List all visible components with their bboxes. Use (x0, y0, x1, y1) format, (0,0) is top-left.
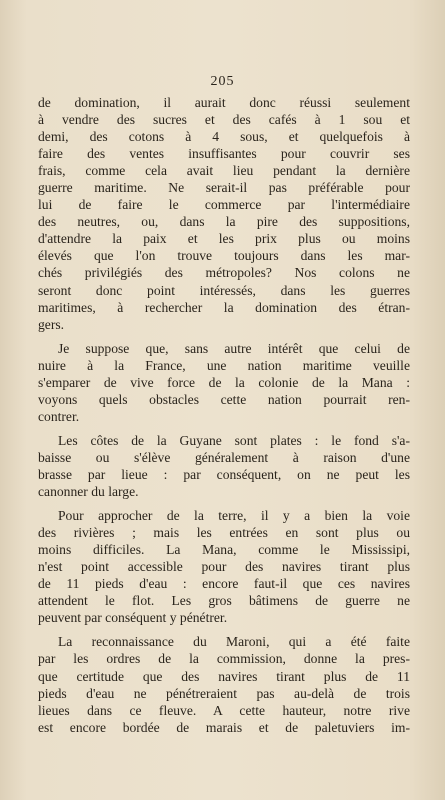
text-line: maritimes, à rechercher la domination des étran- (38, 299, 410, 315)
text-line: est encore bordée de marais et de paletuviers im- (38, 719, 410, 735)
text-line: gers. (38, 316, 65, 332)
text-line: que certitude que des navires tirant plus de 11 (38, 668, 410, 684)
text-line: lui de faire le commerce par l'intermédiaire (38, 197, 410, 213)
text-line: attendent le flot. Les gros bâtimens de guerre ne (38, 593, 410, 609)
text-line: n'est point accessible pour des navires tirant plus (38, 559, 410, 575)
text-line: Les côtes de la Guyane sont plates : le fond s'a- (58, 432, 410, 448)
text-line: à vendre des sucres et des cafés à 1 sou et (38, 112, 410, 128)
text-line: pieds d'eau ne pénétreraient pas au-delà de trois (38, 685, 410, 701)
text-line: brasse par lieue : par conséquent, on ne peut les (38, 466, 410, 482)
text-line: peuvent par conséquent y pénétrer. (38, 610, 228, 626)
paragraph (38, 432, 410, 500)
text-line: par les ordres de la commission, donne la pres- (38, 651, 410, 667)
text-line: Pour approcher de la terre, il y a bien la voie (58, 508, 410, 524)
text-line: voyons quels obstacles cette nation pourrait ren- (38, 391, 410, 407)
text-line: contrer. (38, 408, 80, 424)
paragraph (38, 633, 410, 735)
page-number: 205 (210, 74, 235, 89)
text-line: des neutres, ou, dans la pire des suppositions, (38, 214, 410, 230)
paragraph (38, 94, 410, 333)
text-line: canonner du large. (38, 484, 139, 500)
text-line: des rivières ; mais les entrées en sont plus ou (38, 525, 410, 541)
body-text (38, 94, 410, 736)
text-line: demi, des cotons à 4 sous, et quelquefois à (38, 129, 410, 145)
text-line: nuire à la France, une nation maritime veuille (38, 357, 410, 373)
text-line: seront donc point intéressés, dans les guerres (38, 282, 410, 298)
text-line: La reconnaissance du Maroni, qui a été faite (58, 634, 410, 650)
text-line: de 11 pieds d'eau : encore faut-il que ces navires (38, 576, 410, 592)
text-line: s'emparer de vive force de la colonie de la Mana : (38, 374, 410, 390)
text-line: élevés que l'on trouve toujours dans les mar- (38, 248, 410, 264)
text-line: frais, comme cela avait lieu pendant la dernière (38, 163, 410, 179)
text-line: guerre maritime. Ne serait-il pas préférable pour (38, 180, 410, 196)
text-line: faire des ventes insuffisantes pour couvrir ses (38, 146, 410, 162)
text-line: de domination, il aurait donc réussi seulement (38, 95, 410, 110)
text-line: moins difficiles. La Mana, comme le Mississipi, (38, 542, 410, 558)
text-line: d'attendre la paix et les prix plus ou moins (38, 231, 410, 247)
paragraph (38, 507, 410, 626)
text-line: baisse ou s'élève généralement à raison d'une (38, 449, 410, 465)
paragraph (38, 340, 410, 425)
text-line: chés privilégiés des métropoles? Nos colons ne (38, 265, 410, 281)
text-line: Je suppose que, sans autre intérêt que celui de (58, 340, 410, 356)
text-line: lieues dans ce fleuve. A cette hauteur, notre rive (38, 702, 410, 718)
